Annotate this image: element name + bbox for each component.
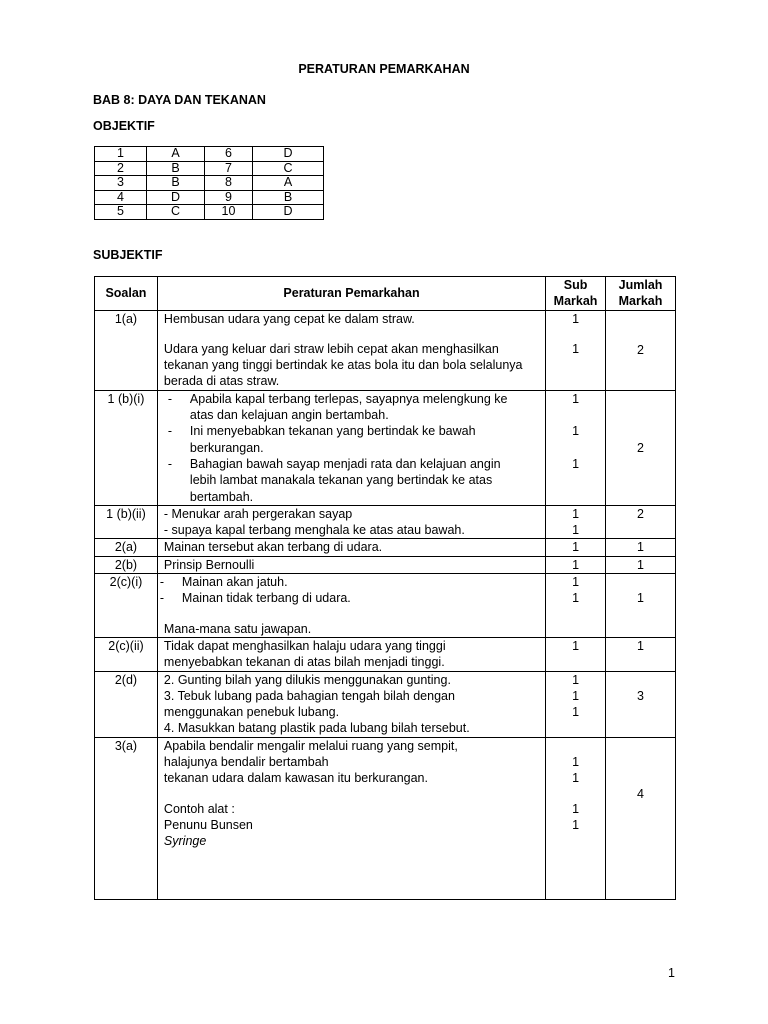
subjective-heading: SUBJEKTIF [93,248,163,262]
objective-row [95,161,324,176]
table-row [95,574,676,638]
total-marks: 1 [606,637,676,671]
subjective-marking-table [94,276,676,900]
page-number: 1 [668,966,675,980]
sub-marks: 1 [546,637,606,671]
header-sub-markah: Sub Markah [546,277,606,311]
table-row [95,539,676,556]
question-number-cell: 3 [95,176,147,191]
table-row [95,671,676,737]
total-marks: 2 [606,390,676,505]
answer-cell: A [253,176,324,191]
sub-marks: 1 1 [546,505,606,539]
table-row [95,310,676,390]
answer-cell: D [253,147,324,162]
answer-cell: C [147,205,205,220]
table-header-row [95,277,676,311]
total-marks: 2 [606,505,676,539]
objective-answer-table [94,146,324,220]
answer-cell: B [253,190,324,205]
table-row [95,390,676,505]
marking-text: 2. Gunting bilah yang dilukis menggunakan gunting. 3. Tebuk lubang pada bahagian tengah bilah dengan menggunakan penebuk lubang. 4. Masukkan batang plastik pada lubang bilah tersebut. [157,671,545,737]
marking-text: Mainan tersebut akan terbang di udara. [157,539,545,556]
sub-marks: 1 [546,539,606,556]
question-number-cell: 5 [95,205,147,220]
question-number-cell: 10 [205,205,253,220]
objective-row [95,190,324,205]
bullet-item: - Mainan akan jatuh. [159,575,288,590]
total-marks: 4 [606,737,676,899]
marking-text: - Menukar arah pergerakan sayap - supaya kapal terbang menghala ke atas atau bawah. [157,505,545,539]
marking-text: - Mainan akan jatuh. - Mainan tidak terbang di udara. Mana-mana satu jawapan. [157,574,545,638]
question-number: 2(c)(ii) [95,637,158,671]
answer-cell: B [147,161,205,176]
question-number-cell: 1 [95,147,147,162]
total-marks: 2 [606,310,676,390]
table-row [95,737,676,899]
question-number: 3(a) [95,737,158,899]
document-title: PERATURAN PEMARKAHAN [298,62,470,76]
bullet-item: - Apabila kapal terbang terlepas, sayapnya melengkung ke atas dan kelajuan angin bertambah. [167,391,508,423]
bullet-item: - Ini menyebabkan tekanan yang bertindak ke bawah berkurangan. [167,424,476,455]
answer-cell: B [147,176,205,191]
header-jumlah-markah: Jumlah Markah [606,277,676,311]
answer-cell: A [147,147,205,162]
total-marks: 1 [606,539,676,556]
header-peraturan: Peraturan Pemarkahan [157,277,545,311]
answer-cell: C [253,161,324,176]
bullet-item: - Mainan tidak terbang di udara. [159,591,351,606]
answer-cell: D [147,190,205,205]
question-number: 2(b) [95,556,158,573]
question-number: 2(d) [95,671,158,737]
marking-text: Tidak dapat menghasilkan halaju udara yang tinggi menyebabkan tekanan di atas bilah menjadi tinggi. [157,637,545,671]
total-marks: 1 [606,574,676,638]
question-number: 2(c)(i) [95,574,158,638]
total-marks: 3 [606,671,676,737]
sub-marks: 1 1 1 [546,671,606,737]
question-number-cell: 6 [205,147,253,162]
table-row [95,505,676,539]
question-number: 1(a) [95,310,158,390]
answer-cell: D [253,205,324,220]
marking-text: Apabila bendalir mengalir melalui ruang yang sempit, halajunya bendalir bertambah tekanan udara dalam kawasan itu berkurangan. Contoh alat : Penunu Bunsen Syringe [157,737,545,899]
sub-marks: 1 1 [546,310,606,390]
table-row [95,556,676,573]
sub-marks: 1 1 [546,574,606,638]
header-soalan: Soalan [95,277,158,311]
question-number-cell: 8 [205,176,253,191]
question-number-cell: 7 [205,161,253,176]
table-row [95,637,676,671]
question-number-cell: 4 [95,190,147,205]
objective-row [95,176,324,191]
question-number-cell: 2 [95,161,147,176]
question-number: 2(a) [95,539,158,556]
marking-text: Prinsip Bernoulli [157,556,545,573]
sub-marks: 1 [546,556,606,573]
question-number: 1 (b)(i) [95,390,158,505]
objective-row [95,147,324,162]
sub-marks: 1 1 1 1 [546,737,606,899]
marking-text: Hembusan udara yang cepat ke dalam straw. Udara yang keluar dari straw lebih cepat akan menghasilkan tekanan yang tinggi bertindak ke atas bola itu dan bola selalunya berada di atas straw. [157,310,545,390]
objective-heading: OBJEKTIF [93,119,155,133]
chapter-heading: BAB 8: DAYA DAN TEKANAN [93,93,266,107]
question-number: 1 (b)(ii) [95,505,158,539]
marking-text [157,390,545,505]
bullet-item: - Bahagian bawah sayap menjadi rata dan kelajuan angin lebih lambat manakala tekanan yang bertindak ke atas bertambah. [167,456,501,504]
total-marks: 1 [606,556,676,573]
objective-row [95,205,324,220]
question-number-cell: 9 [205,190,253,205]
sub-marks: 1 1 1 [546,390,606,505]
